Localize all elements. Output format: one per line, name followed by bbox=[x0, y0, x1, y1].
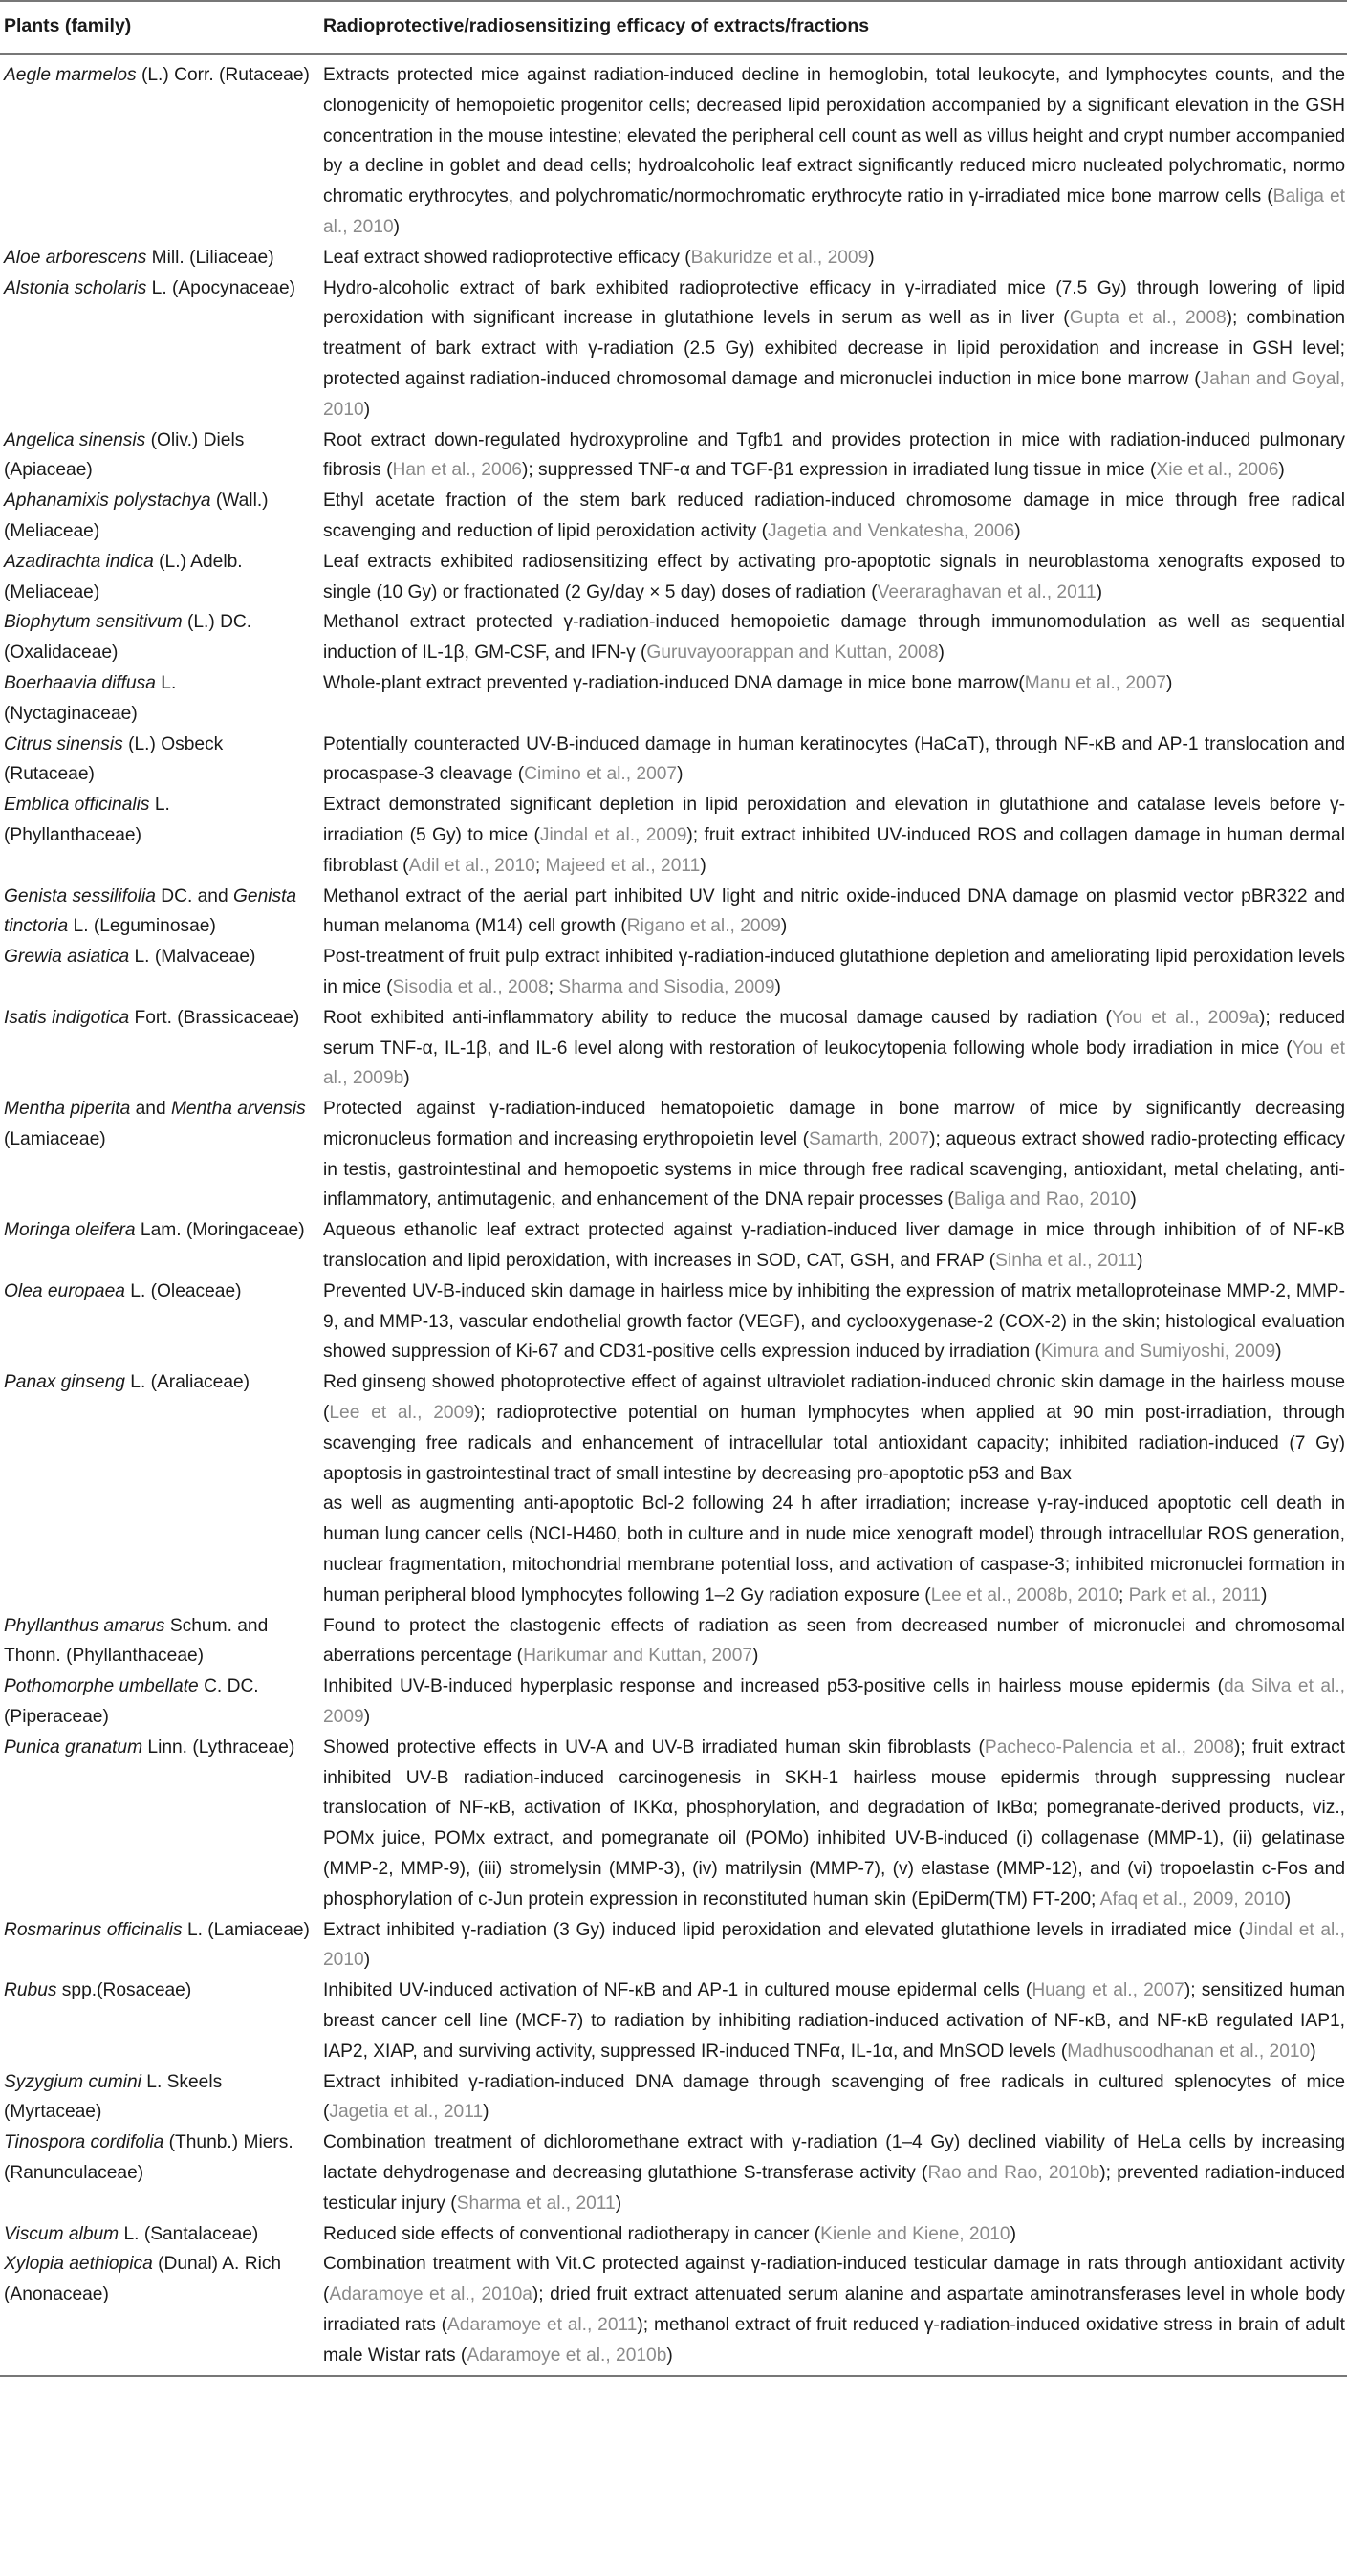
table-row bbox=[0, 2067, 1347, 2128]
efficacy-cell bbox=[315, 1215, 1347, 1277]
plant-text: (Dunal) A. Rich (Anonaceae) bbox=[4, 2254, 282, 2305]
efficacy-text: ) bbox=[1310, 2041, 1316, 2062]
citation-link[interactable]: You et al., 2009b bbox=[323, 1037, 1345, 1089]
plant-text: L. (Oleaceae) bbox=[124, 1280, 242, 1301]
efficacy-text: Protected against γ-radiation-induced hematopoietic damage in bone marrow of mice by significantly decreasing micronucleus formation and increasing erythropoietin level ( bbox=[323, 1099, 1345, 1149]
table-row bbox=[0, 547, 1347, 608]
column-header-efficacy: Radioprotective/radiosensitizing efficacy of extracts/fractions bbox=[315, 1, 1347, 54]
efficacy-text: Extract inhibited γ-radiation-induced DNA damage through scavenging of free radicals in cultured splenocytes of mice ( bbox=[323, 2071, 1345, 2123]
plant-cell bbox=[0, 2067, 315, 2128]
efficacy-text: ); suppressed TNF-α and TGF-β1 expression in irradiated lung tissue in mice ( bbox=[521, 460, 1157, 481]
plant-cell bbox=[0, 547, 315, 608]
table-row bbox=[0, 790, 1347, 881]
efficacy-text: ) bbox=[780, 916, 788, 937]
table-row bbox=[0, 668, 1347, 730]
citation-link[interactable]: da Silva et al., 2009 bbox=[323, 1676, 1345, 1728]
table-row bbox=[0, 273, 1347, 426]
citation-link[interactable]: Kienle and Kiene, 2010 bbox=[820, 2223, 1010, 2244]
efficacy-text: Prevented UV-B-induced skin damage in hairless mice by inhibiting the expression of matrix metalloproteinase MMP-2, MMP-9, and MMP-13, vascular endothelial growth factor (VEGF), and cyclooxygenase-2 (COX-2) in the skin; histological evaluation showed suppression of Ki-67 and CD31-positive cells expression induced by irradiation ( bbox=[323, 1280, 1345, 1363]
plant-cell bbox=[0, 882, 315, 943]
plant-text: Linn. (Lythraceae) bbox=[142, 1736, 295, 1757]
species-name: Genista tinctoria bbox=[4, 885, 297, 937]
plant-text: (Wall.) (Meliaceae) bbox=[4, 491, 269, 541]
citation-link[interactable]: Jagetia and Venkatesha, 2006 bbox=[768, 520, 1015, 541]
table-row bbox=[0, 1277, 1347, 1367]
species-name: Mentha arvensis bbox=[170, 1099, 306, 1120]
plant-text: L. (Nyctaginaceae) bbox=[4, 672, 177, 724]
plant-cell bbox=[0, 1094, 315, 1215]
citation-link[interactable]: Huang et al., 2007 bbox=[1032, 1980, 1184, 2001]
plant-cell bbox=[0, 2249, 315, 2375]
plant-text: (L.) Adelb. (Meliaceae) bbox=[4, 551, 243, 602]
citation-link[interactable]: Samarth, 2007 bbox=[808, 1128, 930, 1149]
table-row bbox=[0, 942, 1347, 1003]
efficacy-text: Inhibited UV-induced activation of NF-κB and AP-1 in cultured mouse epidermal cells ( bbox=[323, 1980, 1032, 2001]
plant-cell bbox=[0, 1611, 315, 1672]
table-row bbox=[0, 730, 1347, 791]
plant-cell bbox=[0, 426, 315, 487]
plant-cell bbox=[0, 1003, 315, 1094]
citation-link[interactable]: Pacheco-Palencia et al., 2008 bbox=[984, 1736, 1234, 1757]
efficacy-text: Extract demonstrated significant depletion in lipid peroxidation and elevation in glutathione and catalase levels before γ-irradiation (5 Gy) to mice ( bbox=[323, 795, 1345, 845]
table-header-row bbox=[0, 1, 1347, 54]
citation-link[interactable]: Adaramoye et al., 2010b bbox=[467, 2345, 667, 2366]
table-row bbox=[0, 2128, 1347, 2218]
efficacy-text: ) bbox=[1278, 460, 1285, 481]
efficacy-text: as well as augmenting anti-apoptotic Bcl-2 following 24 h after irradiation; increase γ-ray-induced apoptotic cell death in human lung cancer cells (NCI-H460, both in culture and in nude mice xenograft model) through intracellular ROS generation, nuclear fragmentation, mitochondrial membrane potential loss, and activation of caspase-3; inhibited micronuclei formation in human peripheral blood lymphocytes following 1–2 Gy radiation exposure ( bbox=[323, 1494, 1345, 1605]
plant-text: L. (Phyllanthaceae) bbox=[4, 795, 170, 845]
citation-link[interactable]: Manu et al., 2007 bbox=[1024, 672, 1167, 693]
plant-cell bbox=[0, 607, 315, 668]
efficacy-cell bbox=[315, 2067, 1347, 2128]
citation-link[interactable]: Sharma and Sisodia, 2009 bbox=[558, 976, 775, 997]
citation-link[interactable]: Baliga et al., 2010 bbox=[323, 186, 1346, 237]
plant-cell bbox=[0, 2219, 315, 2250]
efficacy-text: ) bbox=[363, 399, 371, 420]
species-name: Genista sessilifolia bbox=[4, 885, 156, 906]
efficacy-cell bbox=[315, 426, 1347, 487]
species-name: Punica granatum bbox=[4, 1736, 143, 1757]
column-header-plants: Plants (family) bbox=[0, 1, 315, 54]
species-name: Rosmarinus officinalis bbox=[4, 1919, 183, 1940]
plant-text: (Oliv.) Diels (Apiaceae) bbox=[4, 429, 245, 481]
table-row bbox=[0, 54, 1347, 243]
citation-link[interactable]: Jindal et al., 2010 bbox=[323, 1919, 1345, 1971]
plant-cell bbox=[0, 1976, 315, 2066]
plant-cell bbox=[0, 243, 315, 273]
plant-text: (L.) Corr. (Rutaceae) bbox=[136, 65, 310, 85]
table-body bbox=[0, 54, 1347, 2376]
species-name: Mentha piperita bbox=[4, 1099, 131, 1120]
efficacy-cell bbox=[315, 790, 1347, 881]
citation-link[interactable]: Adil et al., 2010 bbox=[408, 855, 535, 876]
efficacy-text: Extract inhibited γ-radiation (3 Gy) induced lipid peroxidation and elevated glutathione levels in irradiated mice ( bbox=[323, 1919, 1245, 1940]
species-name: Emblica officinalis bbox=[4, 795, 150, 816]
efficacy-cell bbox=[315, 1733, 1347, 1915]
efficacy-cell bbox=[315, 1277, 1347, 1367]
table-row bbox=[0, 2219, 1347, 2250]
species-name: Phyllanthus amarus bbox=[4, 1615, 165, 1636]
citation-link[interactable]: Madhusoodhanan et al., 2010 bbox=[1067, 2041, 1311, 2062]
efficacy-cell bbox=[315, 1094, 1347, 1215]
plant-text: Fort. (Brassicaceae) bbox=[129, 1007, 300, 1028]
efficacy-text: ) bbox=[615, 2193, 622, 2214]
species-name: Syzygium cumini bbox=[4, 2071, 141, 2092]
species-name: Alstonia scholaris bbox=[4, 277, 147, 298]
efficacy-text: Ethyl acetate fraction of the stem bark reduced radiation-induced chromosome damage in mice through free radical scavenging and reduction of lipid peroxidation activity ( bbox=[323, 491, 1345, 541]
plant-text: Mill. (Liliaceae) bbox=[146, 247, 274, 268]
efficacy-text: ) bbox=[1096, 581, 1103, 602]
plant-text: L. (Apocynaceae) bbox=[146, 277, 296, 298]
efficacy-text: ) bbox=[868, 247, 875, 268]
efficacy-text: Leaf extracts exhibited radiosensitizing effect by activating pro-apoptotic signals in neuroblastoma xenografts exposed to single (10 Gy) or fractionated (2 Gy/day × 5 day) doses of radiation ( bbox=[323, 551, 1345, 602]
plant-cell bbox=[0, 1733, 315, 1915]
plant-text: Lam. (Moringaceae) bbox=[135, 1220, 305, 1241]
efficacy-text: ) bbox=[363, 1950, 371, 1971]
efficacy-text: ) bbox=[677, 764, 684, 785]
efficacy-cell bbox=[315, 1367, 1347, 1610]
efficacy-text: ) bbox=[1014, 520, 1021, 541]
efficacy-text: ); sensitized human breast cancer cell line (MCF-7) to radiation by inhibiting radiation-induced activation of NF-κB, and NF-κB regulated IAP1, IAP2, XIAP, and surviving activity, suppressed IR-induced TNFα, IL-1α, and MnSOD levels ( bbox=[323, 1980, 1345, 2062]
efficacy-text: ) bbox=[1260, 1584, 1268, 1605]
plant-text: and bbox=[130, 1099, 171, 1120]
plant-text: C. DC. (Piperaceae) bbox=[4, 1676, 259, 1728]
efficacy-cell bbox=[315, 486, 1347, 547]
efficacy-cell bbox=[315, 2249, 1347, 2375]
citation-link[interactable]: Guruvayoorappan and Kuttan, 2008 bbox=[646, 643, 939, 664]
species-name: Boerhaavia diffusa bbox=[4, 672, 156, 693]
plant-cell bbox=[0, 486, 315, 547]
citation-link[interactable]: Cimino et al., 2007 bbox=[524, 764, 678, 785]
efficacy-cell bbox=[315, 2219, 1347, 2250]
species-name: Rubus bbox=[4, 1980, 57, 2001]
efficacy-text: Extracts protected mice against radiation-induced decline in hemoglobin, total leukocyte, and lymphocytes counts, and the clonogenicity of hemopoietic progenitor cells; decreased lipid peroxidation accompanied by a significant elevation in the GSH concentration in the mouse intestine; elevated the peripheral cell count as well as villus height and crypt number accompanied by a decline in goblet and dead cells; hydroalcoholic leaf extract significantly reduced micro nucleated polychromatic, normo chromatic erythrocytes, and polychromatic/normochromatic erythrocyte ratio in γ-irradiated mice bone marrow cells ( bbox=[323, 65, 1345, 207]
efficacy-text: Combination treatment of dichloromethane extract with γ-radiation (1–4 Gy) declined viability of HeLa cells by increasing lactate dehydrogenase and decreasing glutathione S-transferase activity ( bbox=[323, 2132, 1345, 2183]
citation-link[interactable]: Afaq et al., 2009, 2010 bbox=[1099, 1888, 1285, 1910]
efficacy-cell bbox=[315, 730, 1347, 791]
plant-cell bbox=[0, 790, 315, 881]
plant-cell bbox=[0, 730, 315, 791]
efficacy-text: ); aqueous extract showed radio-protecting efficacy in testis, gastrointestinal and hemopoetic systems in mice through free radical scavenging, antioxidant, metal chelating, anti-inflammatory, antimutagenic, and enhancement of the DNA repair processes ( bbox=[323, 1128, 1345, 1211]
species-name: Panax ginseng bbox=[4, 1372, 125, 1393]
efficacy-cell bbox=[315, 2128, 1347, 2218]
citation-link[interactable]: Majeed et al., 2011 bbox=[545, 855, 701, 876]
plant-text: (Lamiaceae) bbox=[4, 1128, 106, 1149]
table-row bbox=[0, 243, 1347, 273]
efficacy-text: ) bbox=[938, 643, 945, 664]
table-row bbox=[0, 2249, 1347, 2375]
plant-text: (L.) DC. (Oxalidaceae) bbox=[4, 612, 252, 664]
species-name: Angelica sinensis bbox=[4, 429, 146, 450]
citation-link[interactable]: Han et al., 2006 bbox=[392, 460, 522, 481]
citation-link[interactable]: Gupta et al., 2008 bbox=[1069, 308, 1227, 329]
efficacy-text: ); combination treatment of bark extract with γ-radiation (2.5 Gy) exhibited decrease in lipid peroxidation and increase in GSH level; protected against radiation-induced chromosomal damage and micronuclei induction in mice bone marrow ( bbox=[323, 308, 1345, 389]
efficacy-text: Methanol extract protected γ-radiation-induced hemopoietic damage through immunomodulation as well as sequential induction of IL-1β, GM-CSF, and IFN-γ ( bbox=[323, 612, 1345, 664]
efficacy-cell bbox=[315, 243, 1347, 273]
table-row bbox=[0, 426, 1347, 487]
efficacy-text: Hydro-alcoholic extract of bark exhibited radioprotective efficacy in γ-irradiated mice (7.5 Gy) through lowering of lipid peroxidation with significant increase in glutathione levels in serum as well as in liver ( bbox=[323, 277, 1345, 329]
efficacy-text: ); radioprotective potential on human lymphocytes when applied at 90 min post-irradiation, through scavenging free radicals and enhancement of intracellular total antioxidant capacity; inhibited radiation-induced (7 Gy) apoptosis in gastrointestinal tract of small intestine by decreasing pro-apoptotic p53 and Bax bbox=[323, 1403, 1345, 1484]
efficacy-cell bbox=[315, 1915, 1347, 1976]
efficacy-text: Combination treatment with Vit.C protected against γ-radiation-induced testicular damage in rats through antioxidant activity ( bbox=[323, 2254, 1345, 2305]
citation-link[interactable]: Jagetia et al., 2011 bbox=[329, 2102, 484, 2123]
table-row bbox=[0, 607, 1347, 668]
plant-cell bbox=[0, 1367, 315, 1610]
table-row bbox=[0, 1003, 1347, 1094]
species-name: Moringa oleifera bbox=[4, 1220, 136, 1241]
efficacy-text: ; bbox=[1119, 1584, 1129, 1605]
efficacy-text: ) bbox=[774, 976, 781, 997]
efficacy-text: Post-treatment of fruit pulp extract inhibited γ-radiation-induced glutathione depletion and ameliorating lipid peroxidation levels in mice ( bbox=[323, 947, 1345, 997]
plant-text: L. (Santalaceae) bbox=[119, 2223, 259, 2244]
plant-cell bbox=[0, 54, 315, 243]
efficacy-text: ; bbox=[548, 976, 559, 997]
species-name: Pothomorphe umbellate bbox=[4, 1676, 199, 1697]
citation-link[interactable]: Bakuridze et al., 2009 bbox=[690, 247, 869, 268]
efficacy-cell bbox=[315, 668, 1347, 730]
citation-link[interactable]: Veeraraghavan et al., 2011 bbox=[877, 581, 1097, 602]
plant-text: spp.(Rosaceae) bbox=[56, 1980, 192, 2001]
plant-text: L. (Malvaceae) bbox=[129, 947, 256, 968]
citation-link[interactable]: Sinha et al., 2011 bbox=[995, 1251, 1138, 1272]
efficacy-text: ) bbox=[1275, 1342, 1282, 1363]
citation-link[interactable]: Xie et al., 2006 bbox=[1156, 460, 1279, 481]
efficacy-text: ); fruit extract inhibited UV-induced ROS and collagen damage in human dermal fibroblast ( bbox=[323, 824, 1345, 876]
plant-cell bbox=[0, 942, 315, 1003]
citation-link[interactable]: Rao and Rao, 2010b bbox=[927, 2162, 1100, 2183]
plant-text: DC. and bbox=[155, 885, 233, 906]
plant-cell bbox=[0, 1915, 315, 1976]
citation-link[interactable]: Rigano et al., 2009 bbox=[626, 916, 781, 937]
efficacy-text: Showed protective effects in UV-A and UV-B irradiated human skin fibroblasts ( bbox=[323, 1736, 985, 1757]
efficacy-text: Inhibited UV-B-induced hyperplasic response and increased p53-positive cells in hairless mouse epidermis ( bbox=[323, 1676, 1224, 1697]
table-row bbox=[0, 1611, 1347, 1672]
species-name: Citrus sinensis bbox=[4, 733, 123, 754]
citation-link[interactable]: Lee et al., 2008b, 2010 bbox=[930, 1584, 1119, 1605]
efficacy-text: Potentially counteracted UV-B-induced damage in human keratinocytes (HaCaT), through NF-κB and AP-1 translocation and procaspase-3 cleavage ( bbox=[323, 733, 1345, 785]
species-name: Xylopia aethiopica bbox=[4, 2254, 153, 2275]
plant-text: L. Skeels (Myrtaceae) bbox=[4, 2071, 223, 2123]
efficacy-text: Root exhibited anti-inflammatory ability to reduce the mucosal damage caused by radiation ( bbox=[323, 1007, 1112, 1028]
plant-text: (L.) Osbeck (Rutaceae) bbox=[4, 733, 224, 785]
species-name: Grewia asiatica bbox=[4, 947, 130, 968]
efficacy-text: Methanol extract of the aerial part inhibited UV light and nitric oxide-induced DNA damage on plasmid vector pBR322 and human melanoma (M14) cell growth ( bbox=[323, 885, 1345, 937]
table-row bbox=[0, 1733, 1347, 1915]
plant-text: L. (Araliaceae) bbox=[124, 1372, 250, 1393]
efficacy-text: ) bbox=[752, 1646, 759, 1667]
citation-link[interactable]: Park et al., 2011 bbox=[1128, 1584, 1261, 1605]
efficacy-text: ); prevented radiation-induced testicular injury ( bbox=[323, 2162, 1346, 2214]
citation-link[interactable]: Baliga and Rao, 2010 bbox=[953, 1190, 1131, 1211]
efficacy-text: ); methanol extract of fruit reduced γ-radiation-induced oxidative stress in brain of adult male Wistar rats ( bbox=[323, 2314, 1345, 2366]
efficacy-cell bbox=[315, 1671, 1347, 1733]
table-row bbox=[0, 1671, 1347, 1733]
efficacy-text: ) bbox=[1137, 1251, 1143, 1272]
plant-cell bbox=[0, 2128, 315, 2218]
efficacy-text: Root extract down-regulated hydroxyproline and Tgfb1 and provides protection in mice with radiation-induced pulmonary fibrosis ( bbox=[323, 429, 1345, 481]
efficacy-text: ); fruit extract inhibited UV-B radiation-induced carcinogenesis in SKH-1 hairless mouse epidermis through suppressing nuclear translocation of NF-κB, activation of IKKα, phosphorylation, and degradation of IκBα; pomegranate-derived products, viz., POMx juice, POMx extract, and pomegranate oil (POMo) inhibited UV-B-induced (i) collagenase (MMP-1), (ii) gelatinase (MMP-2, MMP-9), (iii) stromelysin (MMP-3), (iv) matrilysin (MMP-7), (v) elastase (MMP-12), and (vi) tropoelastin c-Fos and phosphorylation of c-Jun protein expression in reconstituted human skin (EpiDerm(TM) FT-200; bbox=[323, 1736, 1346, 1910]
efficacy-text: ) bbox=[403, 1068, 410, 1089]
efficacy-cell bbox=[315, 547, 1347, 608]
table-row bbox=[0, 1915, 1347, 1976]
table-row bbox=[0, 1367, 1347, 1610]
table-row bbox=[0, 1215, 1347, 1277]
efficacy-text: ) bbox=[393, 216, 401, 237]
efficacy-text: ); reduced serum TNF-α, IL-1β, and IL-6 level along with restoration of leukocytopenia following whole body irradiation in mice ( bbox=[323, 1007, 1345, 1059]
species-name: Azadirachta indica bbox=[4, 551, 154, 572]
plant-text: Schum. and Thonn. (Phyllanthaceae) bbox=[4, 1615, 269, 1667]
species-name: Biophytum sensitivum bbox=[4, 612, 183, 633]
table-row bbox=[0, 1976, 1347, 2066]
efficacy-text: Aqueous ethanolic leaf extract protected against γ-radiation-induced liver damage in mice through inhibition of of NF-κB translocation and lipid peroxidation, with increases in SOD, CAT, GSH, and FRAP ( bbox=[323, 1220, 1345, 1272]
efficacy-text: ) bbox=[666, 2345, 673, 2366]
citation-link[interactable]: Kimura and Sumiyoshi, 2009 bbox=[1040, 1342, 1276, 1363]
efficacy-cell bbox=[315, 882, 1347, 943]
efficacy-text: ) bbox=[700, 855, 706, 876]
citation-link[interactable]: Jahan and Goyal, 2010 bbox=[323, 368, 1345, 420]
citation-link[interactable]: Lee et al., 2009 bbox=[329, 1403, 474, 1424]
citation-link[interactable]: Adaramoye et al., 2010a bbox=[329, 2284, 532, 2305]
efficacy-text: ) bbox=[1010, 2223, 1016, 2244]
citation-link[interactable]: Sisodia et al., 2008 bbox=[392, 976, 549, 997]
efficacy-cell bbox=[315, 942, 1347, 1003]
efficacy-text: Leaf extract showed radioprotective efficacy ( bbox=[323, 247, 691, 268]
efficacy-text: Reduced side effects of conventional radiotherapy in cancer ( bbox=[323, 2223, 821, 2244]
plant-text: (Thunb.) Miers. (Ranunculaceae) bbox=[4, 2132, 293, 2183]
species-name: Aloe arborescens bbox=[4, 247, 147, 268]
efficacy-text: ) bbox=[1166, 672, 1173, 693]
efficacy-text: ); dried fruit extract attenuated serum alanine and aspartate aminotransferases level in whole body irradiated rats ( bbox=[323, 2284, 1346, 2335]
citation-link[interactable]: You et al., 2009a bbox=[1111, 1007, 1260, 1028]
efficacy-text: ) bbox=[1130, 1190, 1137, 1211]
efficacy-cell bbox=[315, 1003, 1347, 1094]
efficacy-cell bbox=[315, 273, 1347, 426]
citation-link[interactable]: Adaramoye et al., 2011 bbox=[447, 2314, 638, 2335]
efficacy-text: ) bbox=[363, 1707, 371, 1728]
plant-text: L. (Lamiaceae) bbox=[182, 1919, 310, 1940]
species-name: Viscum album bbox=[4, 2223, 119, 2244]
efficacy-text: ) bbox=[483, 2102, 489, 2123]
efficacy-cell bbox=[315, 54, 1347, 243]
efficacy-text: ) bbox=[1284, 1888, 1292, 1910]
citation-link[interactable]: Jindal et al., 2009 bbox=[539, 824, 687, 845]
efficacy-cell bbox=[315, 607, 1347, 668]
efficacy-text: Whole-plant extract prevented γ-radiation-induced DNA damage in mice bone marrow( bbox=[323, 672, 1025, 693]
plant-cell bbox=[0, 1671, 315, 1733]
plant-text: L. (Leguminosae) bbox=[68, 916, 216, 937]
species-name: Tinospora cordifolia bbox=[4, 2132, 164, 2153]
species-name: Aegle marmelos bbox=[4, 65, 137, 85]
plant-cell bbox=[0, 668, 315, 730]
citation-link[interactable]: Harikumar and Kuttan, 2007 bbox=[523, 1646, 753, 1667]
table-row bbox=[0, 1094, 1347, 1215]
efficacy-text: Red ginseng showed photoprotective effect of against ultraviolet radiation-induced chronic skin damage in the hairless mouse ( bbox=[323, 1372, 1345, 1424]
plant-cell bbox=[0, 1215, 315, 1277]
citation-link[interactable]: Sharma et al., 2011 bbox=[456, 2193, 616, 2214]
efficacy-cell bbox=[315, 1976, 1347, 2066]
species-name: Isatis indigotica bbox=[4, 1007, 130, 1028]
efficacy-text: ; bbox=[534, 855, 546, 876]
efficacy-text: Found to protect the clastogenic effects of radiation as seen from decreased number of micronuclei and chromosomal aberrations percentage ( bbox=[323, 1615, 1345, 1667]
efficacy-cell bbox=[315, 1611, 1347, 1672]
table-row bbox=[0, 486, 1347, 547]
species-name: Olea europaea bbox=[4, 1280, 125, 1301]
plant-cell bbox=[0, 1277, 315, 1367]
plant-cell bbox=[0, 273, 315, 426]
species-name: Aphanamixis polystachya bbox=[4, 491, 211, 512]
table-row bbox=[0, 882, 1347, 943]
